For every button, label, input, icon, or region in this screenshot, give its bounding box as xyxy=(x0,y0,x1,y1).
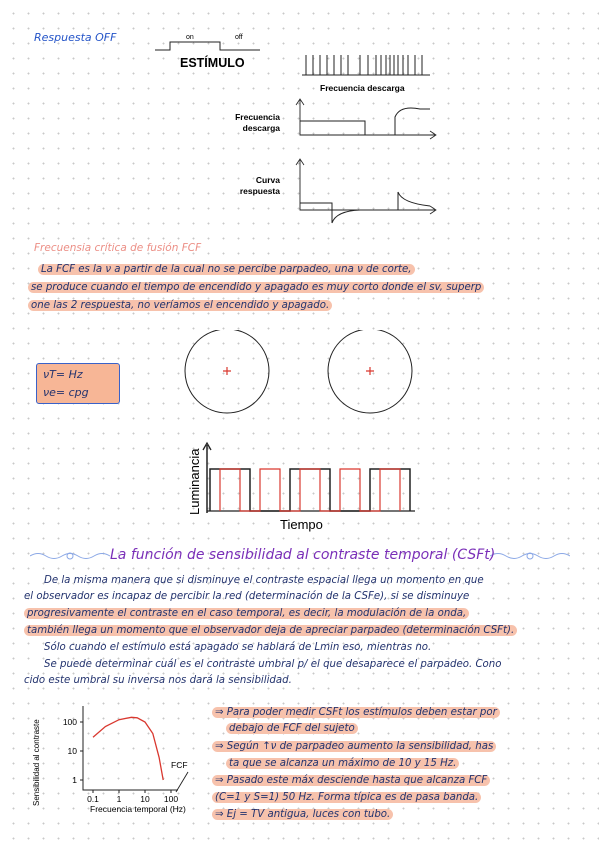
csf-ytick-label-0: 1 xyxy=(72,775,77,785)
fixation-cross-right-icon xyxy=(366,367,374,375)
flicker-circles xyxy=(180,330,430,425)
curve-label-1: Curva xyxy=(255,175,280,185)
csf-axes xyxy=(83,706,178,790)
csf-para1-line-4: también llega un momento que el observador deja de apreciar parpadeo (determinación CSFt). xyxy=(24,624,517,638)
csf-ytick-label-1: 10 xyxy=(67,746,77,756)
freq-label-2: descarga xyxy=(242,123,280,133)
luminance-chart xyxy=(185,433,425,535)
curve-trace xyxy=(300,192,430,223)
csf-para1-line-2: el observador es incapaz de percibir la red (determinación de la CSFe), si se disminuye xyxy=(24,591,470,602)
wave-left-icon xyxy=(30,554,110,559)
freq-trace xyxy=(300,108,430,135)
csf-ylabel: Sensibilidad al contraste xyxy=(32,719,41,806)
bullet-2-cont: ta que se alcanza un máximo de 10 y 15 Hz. xyxy=(226,757,459,771)
fcf-label: FCF xyxy=(171,760,188,770)
luminance-ylabel: Luminancia xyxy=(187,448,202,515)
csf-xtick-label-2: 10 xyxy=(140,794,150,804)
units-box-spatial: νe= cpg xyxy=(43,386,89,399)
fcf-text-line-1: La FCF es la ν a partir de la cual no se percibe parpadeo, una ν de corte, xyxy=(38,263,415,277)
freq-label-1: Frecuencia xyxy=(235,112,280,122)
csf-para1-line-5: Sólo cuando el estímulo está apagado se hablará de Lmin eso, mientras no. xyxy=(44,642,432,653)
wave-right-icon xyxy=(490,554,570,559)
bullet-3-cont: (C=1 y S=1) 50 Hz. Forma típica es de pasa banda. xyxy=(212,791,481,805)
section-title-respuesta-off: Respuesta OFF xyxy=(34,31,117,44)
csf-xtick-label-1: 1 xyxy=(116,794,122,804)
section-title-csf: La función de sensibilidad al contraste temporal (CSFt) xyxy=(110,547,496,563)
spike-train xyxy=(306,55,422,75)
csf-xlabel: Frecuencia temporal (Hz) xyxy=(90,804,186,814)
fcf-pointer-line xyxy=(176,772,188,792)
stimulus-waveform xyxy=(155,42,260,50)
luminance-xlabel: Tiempo xyxy=(280,517,323,532)
response-curves xyxy=(230,95,450,245)
section-title-fcf: Frecuensia crítica de fusión FCF xyxy=(34,242,202,254)
stimulus-label: ESTÍMULO xyxy=(180,56,245,70)
bullet-1: ⇒ Para poder medir CSFt los estímulos deben estar por xyxy=(212,706,500,720)
csf-curve xyxy=(93,717,163,780)
csf-ytick-label-2: 100 xyxy=(62,717,77,727)
csf-xtick-label-0: 0.1 xyxy=(87,794,99,804)
csf-para2-line-2: cido este umbral su inversa nos dará la sensibilidad. xyxy=(24,675,292,686)
csf-para2-line-1: Se puede determinar cuál es el contraste umbral p/ el que desaparece el parpadeo. Cono xyxy=(44,659,502,670)
freq-axes xyxy=(300,100,435,135)
bullet-4: ⇒ Ej = TV antigua, luces con tubo. xyxy=(212,808,393,822)
units-box xyxy=(36,363,120,404)
csf-para1-line-3: progresivamente el contraste en el caso temporal, es decir, la modulación de la onda, xyxy=(24,607,469,621)
bullet-1-cont: debajo de FCF del sujeto xyxy=(226,722,358,736)
csf-x-ticks xyxy=(87,790,178,804)
stimulus-on-label: on xyxy=(186,34,194,41)
bullet-2: ⇒ Según ↑ν de parpadeo aumento la sensibilidad, has xyxy=(212,740,496,754)
csf-xtick-label-3: 100 xyxy=(163,794,179,804)
fcf-text-line-3: one las 2 respuesta, no veríamos el encendido y apagado. xyxy=(28,299,332,313)
csf-chart xyxy=(28,700,218,820)
units-box-temporal: νT= Hz xyxy=(43,368,83,381)
stimulus-off-label: off xyxy=(235,34,243,41)
bullet-3: ⇒ Pasado este máx desciende hasta que alcanza FCF xyxy=(212,774,490,788)
fast-square-wave xyxy=(220,469,400,511)
csf-y-ticks xyxy=(63,717,83,785)
curve-label-2: respuesta xyxy=(239,186,280,196)
fixation-cross-left-icon xyxy=(223,367,231,375)
spike-label: Frecuencia descarga xyxy=(320,83,405,93)
fcf-text-line-2: se produce cuando el tiempo de encendido y apagado es muy corto donde el sv, superp xyxy=(28,281,484,295)
csf-para1-line-1: De la misma manera que si disminuye el contraste espacial llega un momento en que xyxy=(44,575,484,586)
